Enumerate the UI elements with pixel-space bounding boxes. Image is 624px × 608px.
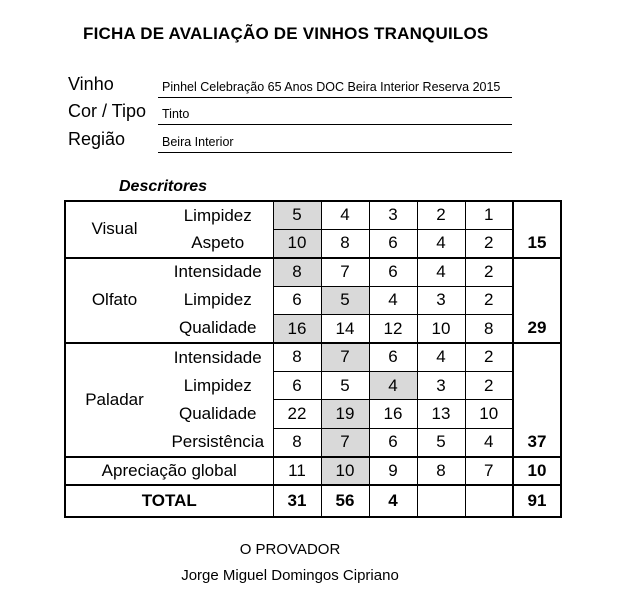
score-option-cell[interactable]: 2 bbox=[465, 343, 513, 371]
table-row bbox=[65, 343, 561, 371]
score-option-cell[interactable]: 4 bbox=[369, 371, 417, 399]
score-option-cell[interactable]: 6 bbox=[273, 371, 321, 399]
score-option-cell[interactable]: 10 bbox=[273, 229, 321, 257]
score-option-cell[interactable]: 1 bbox=[465, 201, 513, 229]
total-score: 91 bbox=[513, 485, 561, 517]
score-option-cell[interactable]: 8 bbox=[273, 428, 321, 456]
group-score: 37 bbox=[513, 428, 561, 456]
score-option-cell[interactable]: 8 bbox=[465, 315, 513, 343]
table-row bbox=[65, 258, 561, 286]
total-column-cell bbox=[417, 485, 465, 517]
score-option-cell[interactable]: 5 bbox=[321, 286, 369, 314]
group-score bbox=[513, 258, 561, 286]
score-option-cell[interactable]: 22 bbox=[273, 400, 321, 428]
score-option-cell[interactable]: 16 bbox=[273, 315, 321, 343]
score-option-cell[interactable]: 16 bbox=[369, 400, 417, 428]
score-option-cell[interactable]: 4 bbox=[321, 201, 369, 229]
score-option-cell[interactable]: 4 bbox=[465, 428, 513, 456]
score-option-cell[interactable]: 10 bbox=[321, 457, 369, 485]
score-option-cell[interactable]: 19 bbox=[321, 400, 369, 428]
score-option-cell[interactable]: 7 bbox=[321, 343, 369, 371]
attribute-label: Persistência bbox=[171, 431, 265, 451]
score-option-cell[interactable]: 2 bbox=[465, 371, 513, 399]
group-score bbox=[513, 371, 561, 399]
score-option-cell[interactable]: 4 bbox=[417, 343, 465, 371]
group-score bbox=[513, 400, 561, 428]
form-title: FICHA DE AVALIAÇÃO DE VINHOS TRANQUILOS bbox=[83, 24, 489, 43]
total-row bbox=[65, 485, 561, 517]
score-option-cell[interactable]: 2 bbox=[465, 229, 513, 257]
score-option-cell[interactable]: 3 bbox=[369, 201, 417, 229]
category-label: Visual bbox=[65, 201, 163, 258]
descritores-heading: Descritores bbox=[119, 178, 208, 195]
score-option-cell[interactable]: 11 bbox=[273, 457, 321, 485]
score-option-cell[interactable]: 10 bbox=[465, 400, 513, 428]
score-option-cell[interactable]: 13 bbox=[417, 400, 465, 428]
score-option-cell[interactable]: 3 bbox=[417, 286, 465, 314]
score-option-cell[interactable]: 14 bbox=[321, 315, 369, 343]
underline bbox=[158, 97, 512, 98]
info-value: Tinto bbox=[162, 107, 190, 121]
attribute-label: Qualidade bbox=[178, 403, 257, 423]
info-row-regiao bbox=[68, 127, 512, 153]
group-score: 29 bbox=[513, 315, 561, 343]
global-label: Apreciação global bbox=[65, 457, 273, 485]
info-label: Vinho bbox=[68, 74, 114, 94]
score-option-cell[interactable]: 8 bbox=[417, 457, 465, 485]
score-option-cell[interactable]: 10 bbox=[417, 315, 465, 343]
group-score bbox=[513, 286, 561, 314]
score-option-cell[interactable]: 6 bbox=[273, 286, 321, 314]
score-option-cell[interactable]: 4 bbox=[369, 286, 417, 314]
score-option-cell[interactable]: 6 bbox=[369, 343, 417, 371]
score-option-cell[interactable]: 7 bbox=[321, 258, 369, 286]
info-row-vinho bbox=[68, 72, 512, 98]
category-label: Paladar bbox=[65, 343, 163, 457]
attribute-label: Qualidade bbox=[178, 318, 257, 338]
evaluation-table bbox=[64, 200, 562, 518]
info-label: Região bbox=[68, 129, 126, 149]
total-column-cell bbox=[465, 485, 513, 517]
score-option-cell[interactable]: 6 bbox=[369, 258, 417, 286]
attribute-label: Limpidez bbox=[163, 201, 273, 229]
attribute-label: Intensidade bbox=[163, 258, 273, 286]
attribute-label: Aspeto bbox=[191, 233, 245, 253]
underline bbox=[158, 124, 512, 125]
total-column-cell: 56 bbox=[321, 485, 369, 517]
attribute-label: Limpidez bbox=[183, 290, 252, 310]
info-row-cor-tipo bbox=[68, 99, 512, 125]
total-column-cell: 31 bbox=[273, 485, 321, 517]
total-column-cell: 4 bbox=[369, 485, 417, 517]
group-score bbox=[513, 201, 561, 229]
underline bbox=[158, 152, 512, 153]
info-value: Beira Interior bbox=[162, 135, 234, 149]
score-option-cell[interactable]: 6 bbox=[369, 428, 417, 456]
score-option-cell[interactable]: 2 bbox=[465, 286, 513, 314]
score-option-cell[interactable]: 7 bbox=[465, 457, 513, 485]
attribute-label: Limpidez bbox=[183, 375, 252, 395]
info-label: Cor / Tipo bbox=[68, 101, 147, 121]
score-option-cell[interactable]: 4 bbox=[417, 229, 465, 257]
score-option-cell[interactable]: 5 bbox=[321, 371, 369, 399]
category-label: Olfato bbox=[65, 258, 163, 343]
score-option-cell[interactable]: 5 bbox=[273, 201, 321, 229]
score-option-cell[interactable]: 3 bbox=[417, 371, 465, 399]
provador-label: O PROVADOR bbox=[239, 541, 341, 558]
global-row bbox=[65, 457, 561, 485]
score-option-cell[interactable]: 9 bbox=[369, 457, 417, 485]
score-option-cell[interactable]: 12 bbox=[369, 315, 417, 343]
group-score bbox=[513, 343, 561, 371]
global-score: 10 bbox=[513, 457, 561, 485]
score-option-cell[interactable]: 7 bbox=[321, 428, 369, 456]
score-option-cell[interactable]: 8 bbox=[273, 258, 321, 286]
table-row bbox=[65, 201, 561, 229]
score-option-cell[interactable]: 6 bbox=[369, 229, 417, 257]
provador-name: Jorge Miguel Domingos Cipriano bbox=[181, 567, 399, 584]
attribute-label: Intensidade bbox=[163, 343, 273, 371]
score-option-cell[interactable]: 4 bbox=[417, 258, 465, 286]
info-value: Pinhel Celebração 65 Anos DOC Beira Interior Reserva 2015 bbox=[162, 80, 501, 94]
group-score: 15 bbox=[513, 229, 561, 257]
score-option-cell[interactable]: 2 bbox=[465, 258, 513, 286]
total-label: TOTAL bbox=[65, 485, 273, 517]
score-option-cell[interactable]: 2 bbox=[417, 201, 465, 229]
score-option-cell[interactable]: 8 bbox=[321, 229, 369, 257]
score-option-cell[interactable]: 8 bbox=[273, 343, 321, 371]
score-option-cell[interactable]: 5 bbox=[417, 428, 465, 456]
